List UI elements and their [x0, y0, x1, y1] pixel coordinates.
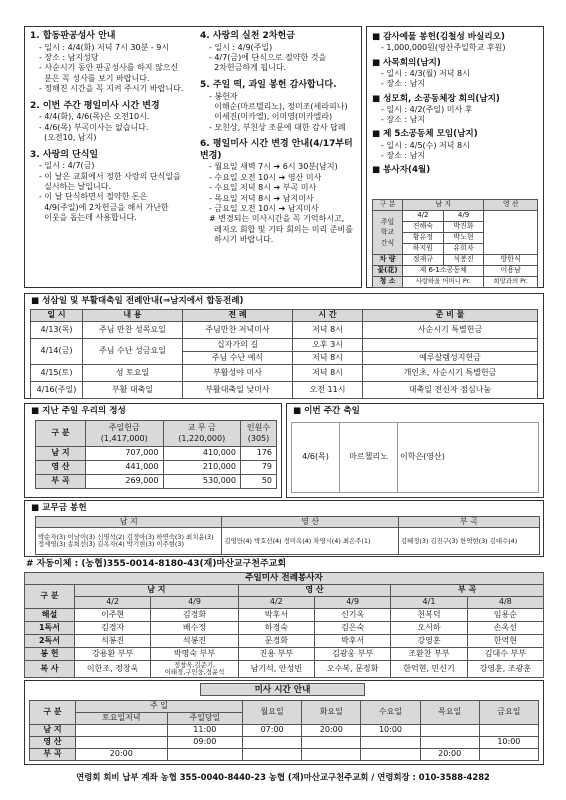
holy-week-row	[31, 339, 538, 352]
notice-line: - 수요일 오전 10시 ➔ 영산 미사	[209, 172, 322, 182]
school-label-2: 학교	[380, 228, 395, 237]
notice-title: 3. 사랑의 단식일	[30, 149, 99, 160]
notice-line: - 4/4(화), 4/6(목)은 오전10시.	[39, 112, 150, 122]
holy-week-liturgy: 부활대축일 낮미사	[183, 382, 293, 399]
liturgy-server: 조환찬 부부	[391, 648, 467, 661]
notice-line: (오전10, 남지)	[39, 133, 97, 143]
flower-yeongsan: 이용남	[484, 266, 538, 277]
offering-region: 부 곡	[36, 475, 86, 489]
mass-header-sunday: 주 일	[76, 701, 243, 713]
mass-time	[361, 737, 420, 749]
mass-time	[361, 749, 420, 761]
holy-week-date: 4/16(주일)	[31, 382, 83, 399]
offering-region: 남 지	[36, 447, 86, 461]
notice-line: - 금요일 오전 10시 ➔ 남지미사	[209, 204, 319, 214]
offering-value: 707,000	[86, 447, 164, 461]
holy-week-header: 준 비 물	[363, 310, 538, 322]
holy-week-supplies	[363, 339, 538, 352]
liturgy-server: 정창욱,김준기, 이태경,구민웅,정윤석	[151, 661, 238, 678]
mass-time	[479, 749, 538, 761]
square-bullet-icon: ■	[31, 503, 43, 513]
cleaning-yeongsan: 희망과의 Pr.	[484, 277, 538, 288]
servers-category-flower: 꽃(花)	[373, 266, 403, 277]
notice-line: - 이 날 단식하면서 절약한 돈은	[39, 192, 148, 202]
mass-time	[76, 737, 168, 749]
mass-time	[302, 737, 361, 749]
holy-week-supplies: 개인초, 사순시기 특별헌금	[363, 365, 538, 382]
holy-week-row	[31, 382, 538, 399]
school-label-3: 간식	[380, 238, 395, 247]
holy-week-time: 오후 3시	[293, 339, 363, 352]
mass-header-sun-day: 주일당일	[167, 713, 242, 725]
mass-header-fri: 금요일	[479, 701, 538, 725]
liturgy-server: 강용환 부부	[75, 648, 151, 661]
notice-line: 이웃을 돕는데 사용합니다.	[39, 213, 137, 223]
notice-line: 레지오 회합 및 기타 회의는 미리 준비를	[209, 224, 353, 234]
notice-line: - 일시 : 4/2(주일) 미사 후	[381, 104, 473, 114]
notice-line: 2차헌금하게 됩니다.	[209, 63, 287, 73]
donation-title: ■ 교무금 봉헌	[31, 503, 87, 513]
mass-time	[420, 725, 479, 737]
offering-row	[36, 447, 277, 461]
holy-week-header: 전 례	[183, 310, 293, 322]
liturgy-server: 강영훈, 조광훈	[467, 661, 543, 678]
notice-title: ■ 성모회, 소공동체장 회의(남지)	[372, 93, 500, 104]
offering-value: 50	[241, 475, 277, 489]
feastday-box	[286, 403, 544, 498]
notice-line: - 이 날은 교회에서 정한 사랑의 단식일을	[39, 171, 181, 181]
school-teacher: 박노현	[443, 233, 484, 244]
holy-week-time: 저녁 8시	[293, 365, 363, 382]
notice-line: - 일시 : 4/9(주일)	[209, 42, 273, 52]
offering-value: 410,000	[163, 447, 241, 461]
liturgy-server: 하경숙	[238, 622, 314, 635]
notice-line: - 1,000,000원(영산주일학교 후원)	[381, 43, 506, 53]
liturgy-server: 오서하	[391, 622, 467, 635]
holy-week-date: 4/14(금)	[31, 339, 83, 365]
mass-time	[243, 749, 302, 761]
donation-header-yeongsan: 영 산	[222, 517, 398, 528]
school-date-0409: 4/9	[443, 211, 484, 222]
liturgy-header-category: 구 분	[25, 585, 75, 609]
servers-category-cleaning: 청 소	[373, 277, 403, 288]
liturgy-server: 이한조, 정창욱	[75, 661, 151, 678]
liturgy-header-yeongsan: 영 산	[238, 585, 391, 597]
holy-week-date: 4/13(목)	[31, 322, 83, 339]
offering-header-category: 구 분	[36, 421, 86, 447]
donation-namji: 박순자(3) 이남이(3) 신명석(2) 김정아(3) 하연숙(3) 최치윤(3) 정세영(3) 송희선(3) 김옥자(4) 박기현(3) 이주현(3)	[36, 528, 222, 555]
liturgy-server: 김경화	[151, 609, 238, 622]
offering-row	[36, 475, 277, 489]
square-bullet-icon: ■	[31, 406, 43, 416]
offering-region: 영 산	[36, 461, 86, 475]
holy-week-content: 주님 수난 성금요일	[83, 339, 183, 365]
liturgy-server: 손옥선	[467, 622, 543, 635]
mass-time	[420, 737, 479, 749]
offering-value: 176	[241, 447, 277, 461]
notice-line: - 일시 : 4/4(화) 저녁 7시 30분 - 9시	[39, 42, 170, 52]
offering-value: 530,000	[163, 475, 241, 489]
liturgy-server: 오수복, 문정화	[315, 661, 391, 678]
mass-times-table	[29, 700, 539, 761]
notice-title: 2. 이번 주간 평일미사 시간 변경	[30, 100, 160, 111]
mass-time	[479, 725, 538, 737]
servers-header-category: 구 분	[373, 200, 403, 211]
liturgy-server: 석봉진	[151, 635, 238, 648]
mass-time: 09:00	[167, 737, 242, 749]
mass-header-thu: 목요일	[420, 701, 479, 725]
mass-header-sat-eve: 토요일저녁	[76, 713, 168, 725]
mass-time	[243, 737, 302, 749]
mass-header-category: 구 분	[30, 701, 76, 725]
liturgy-server: 박후서	[315, 635, 391, 648]
liturgy-row	[25, 661, 544, 678]
holy-week-time: 오전 11시	[293, 382, 363, 399]
liturgy-server: 한억현, 민신기	[391, 661, 467, 678]
cleaning-namji: 사랑하올 어머니 Pr.	[403, 277, 484, 288]
liturgy-server: 임용순	[467, 609, 543, 622]
liturgy-date: 4/8	[467, 597, 543, 609]
offering-row	[36, 461, 277, 475]
offering-header-offering: 주일헌금 (1,417,000)	[86, 421, 164, 447]
notice-line: 이세진(미카엘), 이미영(미카엘라)	[209, 112, 333, 122]
liturgy-server: 신기옥	[315, 609, 391, 622]
mass-header-wed: 수요일	[361, 701, 420, 725]
mass-region: 영 산	[30, 737, 76, 749]
notice-line: - 봉헌자	[209, 91, 238, 101]
liturgy-server: 진용 부부	[238, 648, 314, 661]
mass-times-title: 미사 시간 안내	[200, 683, 365, 696]
liturgy-date: 4/9	[315, 597, 391, 609]
notice-line: - 모친상, 부친상 조문에 대한 감사 답례	[209, 122, 346, 132]
mass-region: 부 곡	[30, 749, 76, 761]
notice-line: - 4/7(금)에 단식으로 절약한 것을	[209, 53, 327, 63]
mass-header-tue: 화요일	[302, 701, 361, 725]
liturgy-server: 김광웅 부부	[315, 648, 391, 661]
notice-line: - 목요일 저녁 8시 ➔ 남지미사	[209, 193, 314, 203]
servers-table-wrap	[372, 199, 538, 288]
donation-box	[24, 500, 544, 557]
notice-line: - 일시 : 4/7(금)	[39, 161, 95, 171]
liturgy-row	[25, 635, 544, 648]
side-notices-box	[366, 26, 544, 288]
holy-week-box	[24, 293, 544, 399]
holy-week-header: 시 간	[293, 310, 363, 322]
notice-title: 5. 주일 떡, 과일 봉헌 감사합니다.	[200, 79, 337, 90]
liturgy-server: 김은숙	[315, 622, 391, 635]
notice-line: - 일시 : 4/3(월) 저녁 8시	[381, 68, 470, 78]
servers-header-namji: 남 지	[403, 200, 484, 211]
notice-line: 실시하는 날입니다.	[39, 181, 111, 191]
liturgy-role: 봉 헌	[25, 648, 75, 661]
feastday-table	[291, 422, 539, 493]
notice-title: 4. 사랑의 실천 2차헌금	[200, 31, 295, 41]
mass-times-box	[24, 680, 544, 765]
auto-transfer-line: # 자동이체 : (농협)355-0014-8180-43(재)마산교구천주교회	[26, 559, 287, 569]
holy-week-header: 내 용	[83, 310, 183, 322]
driver-yeongsan: 방한식	[484, 255, 538, 266]
notice-line: - 일시 : 4/5(수) 저녁 8시	[381, 140, 470, 150]
holy-week-title: ■ 성삼일 및 부활대축일 전례안내(⇒남지에서 합동전례)	[31, 296, 244, 306]
feastday-saint: 마르첼리노	[340, 423, 398, 493]
donation-bugok: 김혜정(3) 김진구(3) 한억현(3) 김대수(4)	[398, 528, 539, 555]
feastday-title: ■ 이번 주간 축일	[293, 406, 360, 416]
notice-title: ■ 감사예물 봉헌(김철성 바실리오)	[372, 32, 505, 42]
liturgy-role: 1독서	[25, 622, 75, 635]
mass-time: 20:00	[76, 749, 168, 761]
liturgy-server: 한억현	[467, 635, 543, 648]
offering-title: ■ 지난 주일 우리의 정성	[31, 406, 126, 416]
liturgy-role: 해설	[25, 609, 75, 622]
notices-column-2	[200, 31, 360, 246]
notice-line: - 수요일 저녁 8시 ➔ 부곡 미사	[209, 183, 317, 193]
mass-header-mon: 월요일	[243, 701, 302, 725]
holy-week-content: 주님 만찬 성목요일	[83, 322, 183, 339]
donation-yeongsan: 김영만(4) 박호선(4) 정미옥(4) 차영시(4) 최은주(1)	[222, 528, 398, 555]
square-bullet-icon: ■	[31, 296, 43, 306]
liturgy-role: 복 사	[25, 661, 75, 678]
mass-region: 남 지	[30, 725, 76, 737]
liturgy-servers-table	[24, 572, 544, 678]
liturgy-server: 김대수 부부	[467, 648, 543, 661]
mass-time: 10:00	[479, 737, 538, 749]
mass-time: 20:00	[302, 725, 361, 737]
notice-line: 이해순(마르텔리노), 정미조(세라피나)	[209, 101, 348, 111]
notice-line: - 장소 : 남지	[381, 115, 426, 125]
notice-title: ■ 사목회의(남지)	[372, 57, 441, 68]
liturgy-server: 강영훈	[391, 635, 467, 648]
offering-table	[35, 420, 277, 489]
holy-week-liturgy: 주님 수난 예식	[183, 352, 293, 365]
feastday-people: 이학은(영산)	[398, 423, 539, 493]
notice-line: 4/9(주일)에 2차헌금을 해서 가난한	[39, 202, 169, 212]
school-teacher: 박진화	[443, 222, 484, 233]
liturgy-servers-title: 주일미사 전례봉사자	[25, 573, 544, 585]
holy-week-liturgy: 주님만찬 저녁미사	[183, 322, 293, 339]
offering-header-tithe: 교 무 금 (1,220,000)	[163, 421, 241, 447]
notice-line: 분은 꼭 성사를 보기 바랍니다.	[39, 73, 150, 83]
holy-week-row	[31, 322, 538, 339]
holy-week-time: 저녁 8시	[293, 352, 363, 365]
liturgy-header-bugok: 부 곡	[391, 585, 544, 597]
donation-header-namji: 남 지	[36, 517, 222, 528]
donation-header-bugok: 부 곡	[398, 517, 539, 528]
driver-namji-2: 석봉진	[443, 255, 484, 266]
mass-times-row	[30, 725, 539, 737]
mass-time	[76, 725, 168, 737]
notice-line: - 정해진 시간을 꼭 지켜 주시기 바랍니다.	[39, 84, 184, 94]
liturgy-row	[25, 622, 544, 635]
servers-header-yeongsan: 영 산	[484, 200, 538, 211]
footer-account-line: 연령회 회비 납부 계좌 농협 355-0040-8440-23 농협 (재)마산교구천주교회 / 연령회장 : 010-3588-4282	[76, 772, 490, 782]
offering-box	[24, 403, 282, 498]
servers-category-driver: 차 량	[373, 255, 403, 266]
school-teacher: 유희자	[443, 244, 484, 255]
donation-table	[35, 516, 540, 555]
mass-time: 07:00	[243, 725, 302, 737]
feastday-date: 4/6(목)	[292, 423, 340, 493]
liturgy-date: 4/9	[151, 597, 238, 609]
notice-line: - 장소 : 남지	[381, 151, 426, 161]
notice-title: 6. 평일미사 시간 변경 안내(4/17부터 변경)	[200, 139, 353, 161]
holy-week-content: 성 토요일	[83, 365, 183, 382]
offering-value: 269,000	[86, 475, 164, 489]
holy-week-time: 저녁 8시	[293, 322, 363, 339]
offering-header-attendance: 인원수 (305)	[241, 421, 277, 447]
school-teacher: 하지원	[403, 244, 444, 255]
flower-namji: 제 6-1소공동체	[403, 266, 484, 277]
notice-line: - 장소 : 남지	[381, 79, 426, 89]
holy-week-content: 부활 대축일	[83, 382, 183, 399]
school-label-1: 주일	[380, 218, 395, 227]
school-teacher: 진해숙	[403, 222, 444, 233]
notice-line: - 4/6(목) 부곡미사는 없습니다.	[39, 122, 149, 132]
notice-line: - 월요일 새벽 7시 ➔ 6시 30분(남지)	[209, 162, 338, 172]
liturgy-role: 2독서	[25, 635, 75, 648]
liturgy-date: 4/2	[238, 597, 314, 609]
notice-line: # 변경되는 미사시간을 꼭 기억하시고,	[209, 214, 345, 224]
liturgy-server: 박명숙 부부	[151, 648, 238, 661]
servers-table	[372, 199, 538, 288]
liturgy-row	[25, 648, 544, 661]
school-date-0404: 4/2	[403, 211, 444, 222]
mass-time: 11:00	[167, 725, 242, 737]
liturgy-server: 김경자	[75, 622, 151, 635]
liturgy-server: 석봉진	[75, 635, 151, 648]
mass-times-row	[30, 737, 539, 749]
offering-value: 441,000	[86, 461, 164, 475]
liturgy-row	[25, 609, 544, 622]
liturgy-server: 이주현	[75, 609, 151, 622]
holy-week-liturgy: 부활성야 미사	[183, 365, 293, 382]
liturgy-date: 4/1	[391, 597, 467, 609]
offering-value: 210,000	[163, 461, 241, 475]
mass-time: 20:00	[420, 749, 479, 761]
square-bullet-icon: ■	[293, 406, 305, 416]
liturgy-header-namji: 남 지	[75, 585, 239, 597]
mass-times-row	[30, 749, 539, 761]
notices-column-1	[30, 31, 195, 224]
offering-value: 79	[241, 461, 277, 475]
liturgy-server: 천복덕	[391, 609, 467, 622]
liturgy-server: 남기석, 안성빈	[238, 661, 314, 678]
notice-line: - 사순시기 동안 판공성사를 하지 않으신	[39, 63, 179, 73]
notice-title: ■ 봉사자(4월)	[372, 165, 431, 176]
notice-title: 1. 합동판공성사 안내	[30, 31, 116, 41]
holy-week-supplies: 대축일 전신자 점심나눔	[363, 382, 538, 399]
holy-week-header: 일 시	[31, 310, 83, 322]
holy-week-supplies: 사순시기 특별헌금	[363, 322, 538, 339]
notice-title: ■ 제 5소공동체 모임(남지)	[372, 129, 478, 140]
mass-time	[167, 749, 242, 761]
liturgy-date: 4/2	[75, 597, 151, 609]
school-teacher: 황유정	[403, 233, 444, 244]
holy-week-table	[30, 309, 538, 399]
liturgy-server: 문경화	[238, 635, 314, 648]
mass-time: 10:00	[361, 725, 420, 737]
holy-week-supplies: 예루살렘성지헌금	[363, 352, 538, 365]
holy-week-row	[31, 365, 538, 382]
notice-line: 하시기 바랍니다.	[209, 235, 274, 245]
mass-time	[302, 749, 361, 761]
liturgy-server: 박후서	[238, 609, 314, 622]
holy-week-date: 4/15(토)	[31, 365, 83, 382]
holy-week-liturgy: 십자가의 길	[183, 339, 293, 352]
liturgy-server: 배수정	[151, 622, 238, 635]
servers-category-school	[373, 211, 403, 255]
driver-namji-1: 정재규	[403, 255, 444, 266]
notice-line: - 장소 : 남지성당	[39, 53, 99, 63]
